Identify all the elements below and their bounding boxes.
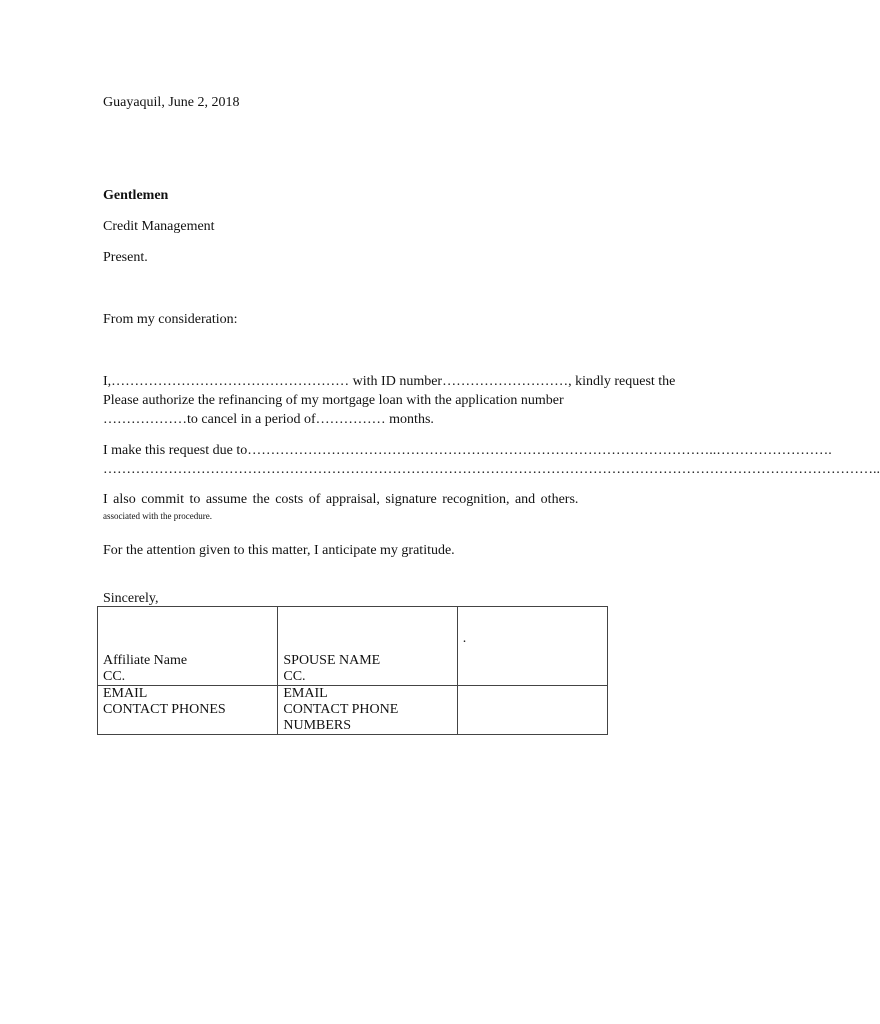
signature-row xyxy=(98,607,608,686)
spouse-cc-label: CC. xyxy=(283,669,306,684)
date-line: Guayaquil, June 2, 2018 xyxy=(103,95,240,110)
commit-line-2: associated with the procedure. xyxy=(103,511,212,521)
spouse-contact-cell xyxy=(278,686,457,735)
request-line-1: I,…………………………………………… with ID number………………………, kindly request the xyxy=(103,374,676,389)
present-line: Present. xyxy=(103,250,148,265)
affiliate-signature-cell xyxy=(98,607,278,686)
spouse-name-label: SPOUSE NAME xyxy=(283,653,381,668)
affiliate-email-label: EMAIL xyxy=(103,686,148,701)
affiliate-name-label: Affiliate Name xyxy=(103,653,188,668)
empty-contact-cell xyxy=(457,686,607,735)
affiliate-cc-label: CC. xyxy=(103,669,126,684)
affiliate-contact-cell xyxy=(98,686,278,735)
opening-line: From my consideration: xyxy=(103,312,238,327)
commit-line-1: I also commit to assume the costs of appraisal, signature recognition, and others. xyxy=(103,492,579,507)
gratitude-line: For the attention given to this matter, I anticipate my gratitude. xyxy=(103,543,455,558)
closing-line: Sincerely, xyxy=(103,591,159,606)
third-signature-cell xyxy=(457,607,607,686)
affiliate-phones-label: CONTACT PHONES xyxy=(103,702,226,717)
signature-table xyxy=(97,606,608,735)
request-line-3: ………………to cancel in a period of…………… months. xyxy=(103,412,434,427)
spouse-phones-label: CONTACT PHONE NUMBERS xyxy=(283,702,399,733)
request-line-2: Please authorize the refinancing of my mortgage loan with the application number xyxy=(103,393,564,408)
spouse-email-label: EMAIL xyxy=(283,686,328,701)
salutation: Gentlemen xyxy=(103,188,169,203)
reason-line-2: ………………………………………………………………………………………………………………………………………………….. xyxy=(103,462,880,477)
spouse-signature-cell xyxy=(278,607,457,686)
third-cell-mark: . xyxy=(462,631,467,646)
reason-line-1: I make this request due to………………………………………………………………………………………..……………………. xyxy=(103,443,832,458)
recipient: Credit Management xyxy=(103,219,215,234)
contact-row xyxy=(98,686,608,735)
